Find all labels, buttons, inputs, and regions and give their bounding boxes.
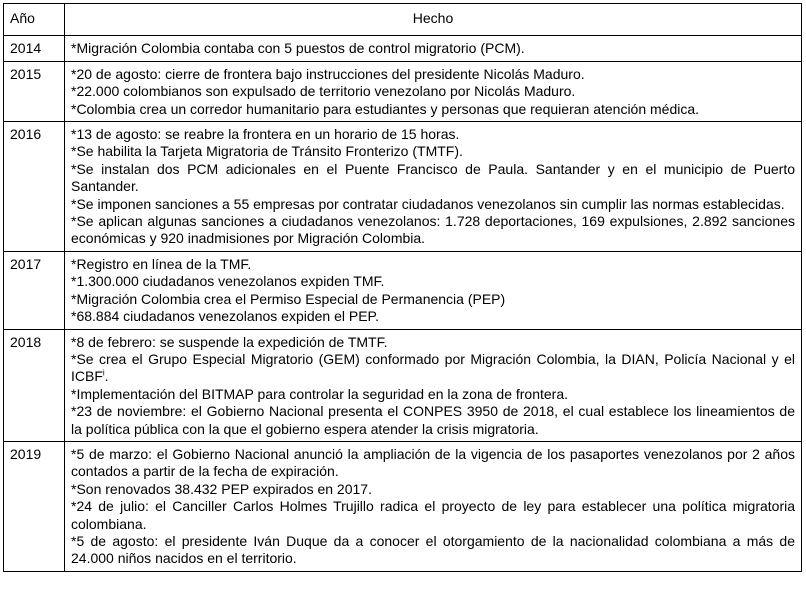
year-cell: 2017 [4,251,65,329]
fact-column-header: Hecho [65,4,802,36]
table-row [4,329,802,441]
footnote-marker: i [102,368,105,378]
migration-events-table [3,3,802,572]
table-header-row [4,4,802,36]
fact-item: *Implementación del BITMAP para controlar la seguridad en la zona de frontera. [71,385,569,402]
table-row [4,122,802,252]
fact-item: *13 de agosto: se reabre la frontera en un horario de 15 horas. [71,126,460,143]
year-cell: 2018 [4,329,65,441]
fact-item: *Colombia crea un corredor humanitario para estudiantes y personas que requieran atención médica. [71,100,700,117]
facts-cell [65,36,802,61]
table-row [4,61,802,121]
fact-item: *1.300.000 ciudadanos venezolanos expiden TMF. [71,273,385,290]
year-cell: 2016 [4,122,65,252]
facts-cell [65,441,802,571]
fact-item: *24 de julio: el Canciller Carlos Holmes Trujillo radica el proyecto de ley para establecer una política migratoria colombiana. [71,498,795,532]
fact-item: *8 de febrero: se suspende la expedición de TMTF. [71,333,388,350]
fact-text: *Se crea el Grupo Especial Migratorio (GEM) conformado por Migración Colombia, la DIAN, Policía Nacional y el ICBF [71,350,795,385]
fact-item: *Registro en línea de la TMF. [71,255,252,272]
fact-item: *68.884 ciudadanos venezolanos expiden el PEP. [71,308,379,325]
fact-item: *Son renovados 38.432 PEP expirados en 2017. [71,480,372,497]
fact-item: *5 de agosto: el presidente Iván Duque da a conocer el otorgamiento de la nacionalidad colombiana a más de 24.000 niños nacidos en el territorio. [71,532,795,567]
facts-cell [65,122,802,252]
year-column-header: Año [4,4,65,36]
fact-item: *Se imponen sanciones a 55 empresas por contratar ciudadanos venezolanos sin cumplir las normas establecidas. [71,195,785,212]
fact-item: *22.000 colombianos son expulsado de territorio venezolano por Nicolás Maduro. [71,83,576,100]
table-row [4,441,802,571]
fact-item: *Migración Colombia contaba con 5 puestos de control migratorio (PCM). [71,40,525,57]
fact-text-end: . [104,368,109,385]
year-cell: 2015 [4,61,65,121]
year-cell: 2019 [4,441,65,571]
fact-item: *23 de noviembre: el Gobierno Nacional presenta el CONPES 3950 de 2018, el cual establece los lineamientos de la política pública con la que el gobierno espera atender la crisis migratoria. [71,403,795,437]
table-row [4,251,802,329]
facts-cell [65,251,802,329]
fact-item: *Migración Colombia crea el Permiso Especial de Permanencia (PEP) [71,290,506,307]
fact-item: *Se aplican algunas sanciones a ciudadanos venezolanos: 1.728 deportaciones, 169 expulsiones, 2.892 sanciones económicas y 920 inadmisiones por Migración Colombia. [71,213,795,247]
fact-item: *20 de agosto: cierre de frontera bajo instrucciones del presidente Nicolás Maduro. [71,65,585,82]
fact-item: *5 de marzo: el Gobierno Nacional anunció la ampliación de la vigencia de los pasaportes venezolanos por 2 años contados a partir de la fecha de expiración. [71,445,795,480]
table-row [4,36,802,61]
fact-item-with-footnote [71,351,795,386]
facts-cell [65,61,802,121]
year-cell: 2014 [4,36,65,61]
facts-cell [65,329,802,441]
fact-item: *Se instalan dos PCM adicionales en el Puente Francisco de Paula. Santander y en el municipio de Puerto Santander. [71,160,795,195]
fact-item: *Se habilita la Tarjeta Migratoria de Tránsito Fronterizo (TMTF). [71,143,463,160]
